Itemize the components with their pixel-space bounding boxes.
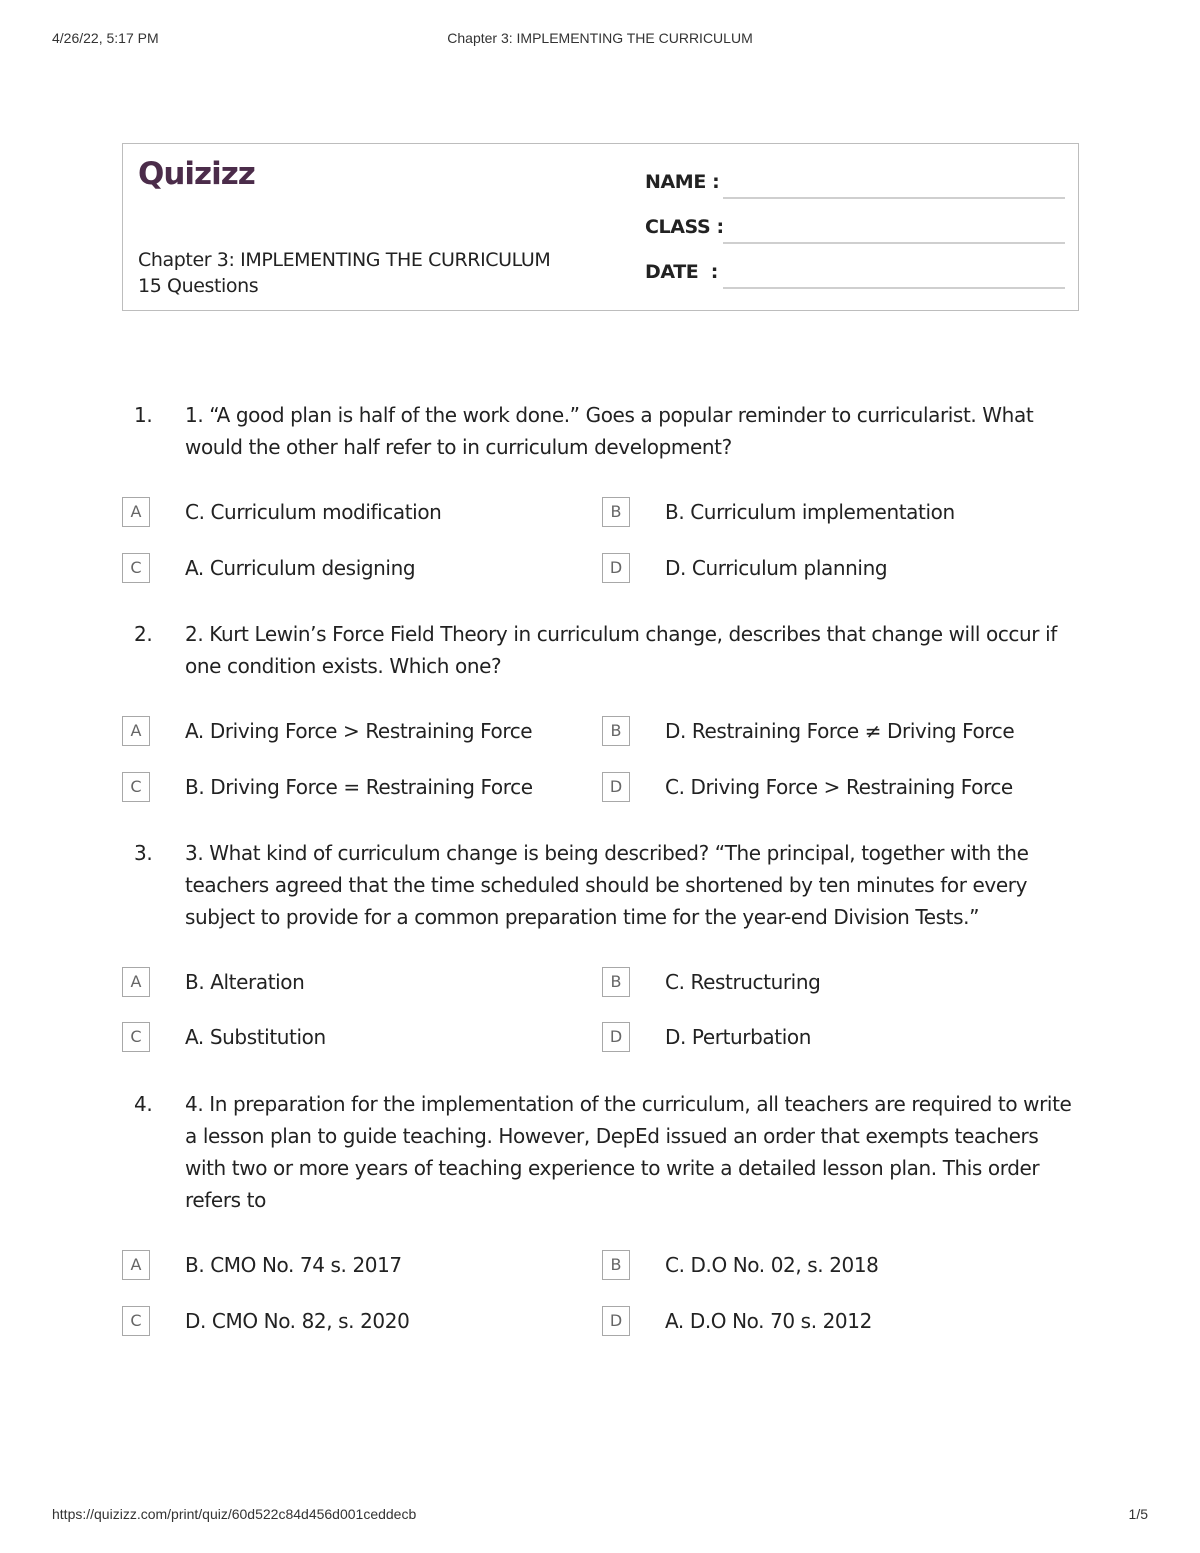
option-text: A. Curriculum designing <box>185 556 416 580</box>
option-letter-box: D <box>602 553 630 583</box>
option-d[interactable] <box>602 1306 1072 1336</box>
option-b[interactable] <box>602 967 1072 997</box>
option-letter-box: A <box>122 1250 150 1280</box>
option-text: D. Perturbation <box>665 1025 811 1049</box>
option-a[interactable] <box>122 967 592 997</box>
name-line <box>723 197 1065 199</box>
option-text: B. Curriculum implementation <box>665 500 955 524</box>
question-count: 15 Questions <box>138 275 259 297</box>
option-c[interactable] <box>122 772 592 802</box>
page-url: https://quizizz.com/print/quiz/60d522c84d456d001ceddecb <box>52 1506 417 1522</box>
option-letter-box: B <box>602 967 630 997</box>
name-label: NAME : <box>645 171 720 193</box>
option-a[interactable] <box>122 1250 592 1280</box>
question-number: 2. <box>134 622 153 646</box>
name-field <box>645 170 1065 215</box>
option-letter-box: A <box>122 716 150 746</box>
option-letter-box: D <box>602 1306 630 1336</box>
option-text: B. Driving Force = Restraining Force <box>185 775 533 799</box>
option-d[interactable] <box>602 772 1072 802</box>
option-b[interactable] <box>602 497 1072 527</box>
question-text: 4. In preparation for the implementation of the curriculum, all teachers are required to write a lesson plan to guide teaching. However, DepEd issued an order that exempts teachers with two or more years of teaching experience to write a detailed lesson plan. This order refers to <box>185 1092 1072 1212</box>
quiz-header <box>122 143 1079 311</box>
option-text: C. Restructuring <box>665 970 821 994</box>
option-b[interactable] <box>602 1250 1072 1280</box>
question-number: 4. <box>134 1092 153 1116</box>
option-b[interactable] <box>602 716 1072 746</box>
print-datetime: 4/26/22, 5:17 PM <box>52 30 159 46</box>
option-text: D. Curriculum planning <box>665 556 888 580</box>
option-text: B. Alteration <box>185 970 305 994</box>
option-d[interactable] <box>602 1022 1072 1052</box>
class-line <box>723 242 1065 244</box>
option-text: B. CMO No. 74 s. 2017 <box>185 1253 402 1277</box>
quiz-title-block <box>138 247 608 299</box>
option-text: D. Restraining Force ≠ Driving Force <box>665 719 1015 743</box>
option-letter-box: D <box>602 1022 630 1052</box>
quiz-title: Chapter 3: IMPLEMENTING THE CURRICULUM <box>138 249 551 271</box>
question-number: 1. <box>134 403 153 427</box>
option-letter-box: A <box>122 497 150 527</box>
option-text: A. D.O No. 70 s. 2012 <box>665 1309 872 1333</box>
question-number: 3. <box>134 841 153 865</box>
option-text: C. Driving Force > Restraining Force <box>665 775 1013 799</box>
option-letter-box: B <box>602 1250 630 1280</box>
option-text: A. Substitution <box>185 1025 326 1049</box>
student-fields <box>645 170 1065 305</box>
option-c[interactable] <box>122 553 592 583</box>
quizizz-logo: Quizizz <box>138 156 255 192</box>
option-text: C. D.O No. 02, s. 2018 <box>665 1253 879 1277</box>
option-c[interactable] <box>122 1022 592 1052</box>
option-letter-box: B <box>602 716 630 746</box>
option-text: A. Driving Force > Restraining Force <box>185 719 533 743</box>
question-text: 1. “A good plan is half of the work done.” Goes a popular reminder to curricularist. What would the other half refer to in curriculum development? <box>185 403 1034 459</box>
option-a[interactable] <box>122 497 592 527</box>
option-letter-box: C <box>122 1306 150 1336</box>
option-c[interactable] <box>122 1306 592 1336</box>
date-line <box>723 287 1065 289</box>
option-text: C. Curriculum modification <box>185 500 442 524</box>
option-letter-box: C <box>122 1022 150 1052</box>
page-number: 1/5 <box>1128 1506 1148 1522</box>
option-text: D. CMO No. 82, s. 2020 <box>185 1309 410 1333</box>
option-letter-box: B <box>602 497 630 527</box>
class-field <box>645 215 1065 260</box>
class-label: CLASS : <box>645 216 724 238</box>
print-footer <box>52 1506 1148 1526</box>
question-text: 3. What kind of curriculum change is being described? “The principal, together with the teachers agreed that the time scheduled should be shortened by ten minutes for every subject to provide for a common preparation time for the year-end Division Tests.” <box>185 841 1029 929</box>
date-field <box>645 260 1065 305</box>
date-label: DATE : <box>645 261 718 283</box>
option-letter-box: A <box>122 967 150 997</box>
option-letter-box: C <box>122 772 150 802</box>
option-letter-box: C <box>122 553 150 583</box>
option-letter-box: D <box>602 772 630 802</box>
question-text: 2. Kurt Lewin’s Force Field Theory in curriculum change, describes that change will occur if one condition exists. Which one? <box>185 622 1057 678</box>
print-title: Chapter 3: IMPLEMENTING THE CURRICULUM <box>447 30 753 46</box>
option-a[interactable] <box>122 716 592 746</box>
print-header <box>52 30 1148 50</box>
option-d[interactable] <box>602 553 1072 583</box>
